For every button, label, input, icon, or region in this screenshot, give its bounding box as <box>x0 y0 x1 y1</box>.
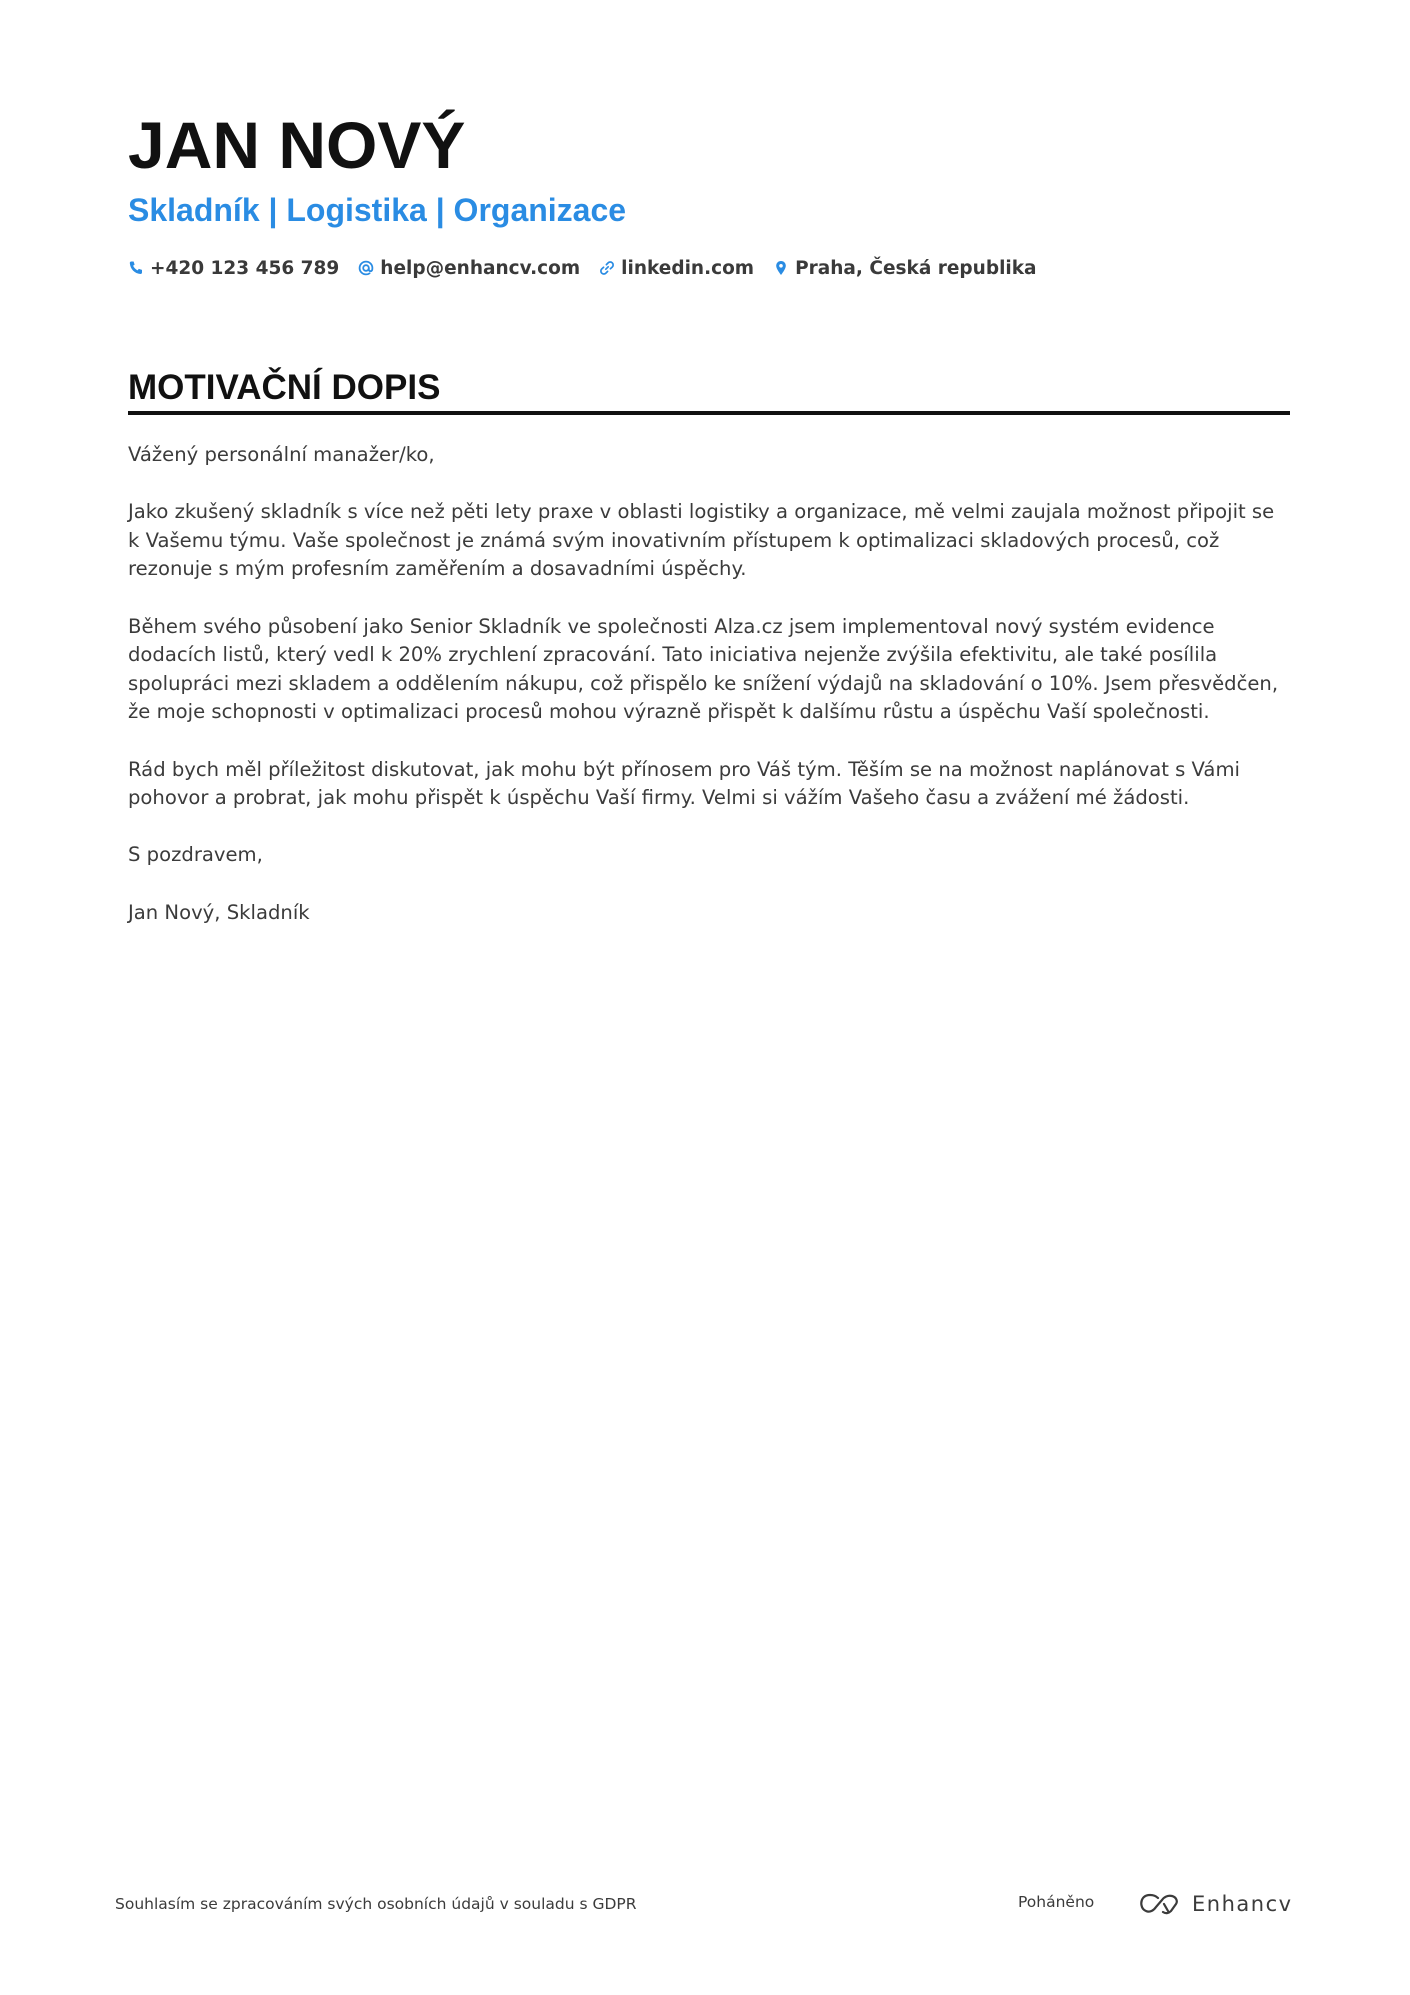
location-pin-icon <box>773 260 789 276</box>
candidate-subtitle: Skladník | Logistika | Organizace <box>128 192 627 228</box>
link-icon <box>599 260 615 276</box>
letter-signature: Jan Nový, Skladník <box>128 900 310 924</box>
powered-by-label: Poháněno <box>1018 1893 1095 1911</box>
contact-linkedin-text: linkedin.com <box>621 257 755 279</box>
enhancv-logo-text: Enhancv <box>1192 1892 1293 1916</box>
letter-body <box>128 441 1290 956</box>
contact-email-text: help@enhancv.com <box>380 257 581 279</box>
letter-paragraph-3: Rád bych měl příležitost diskutovat, jak mohu být přínosem pro Váš tým. Těším se na možnost naplánovat s Vámi pohovor a probrat, jak mohu přispět k úspěchu Vaší firmy. Velmi si vážím Vašeho času a zvážení mé žádosti. <box>128 757 1240 810</box>
contact-phone-text: +420 123 456 789 <box>150 257 340 279</box>
section-title: MOTIVAČNÍ DOPIS <box>128 368 441 407</box>
contact-phone[interactable] <box>128 258 339 279</box>
enhancv-logo-icon <box>1138 1892 1184 1916</box>
contact-bar <box>128 254 1037 282</box>
contact-linkedin[interactable] <box>599 258 754 279</box>
letter-paragraph-1: Jako zkušený skladník s více než pěti lety praxe v oblasti logistiky a organizace, mě velmi zaujala možnost připojit se k Vašemu týmu. Vaše společnost je známá svým inovativním přístupem k optimalizaci skladových procesů, což rezonuje s mým profesním zaměřením a dosavadními úspěchy. <box>128 500 1275 581</box>
letter-closing: S pozdravem, <box>128 843 263 867</box>
contact-email[interactable] <box>358 258 580 279</box>
phone-icon <box>128 260 144 276</box>
at-icon <box>358 260 374 276</box>
contact-location-text: Praha, Česká republika <box>795 257 1037 279</box>
candidate-name: JAN NOVÝ <box>128 108 466 182</box>
section-divider <box>128 411 1290 415</box>
enhancv-logo[interactable] <box>1138 1890 1293 1918</box>
letter-paragraph-2: Během svého působení jako Senior Skladník ve společnosti Alza.cz jsem implementoval nový systém evidence dodacích listů, který vedl k 20% zrychlení zpracování. Tato iniciativa nejenže zvýšila efektivitu, ale také posílila spolupráci mezi skladem a oddělením nákupu, což přispělo ke snížení výdajů na skladování o 10%. Jsem přesvědčen, že moje schopnosti v optimalizaci procesů mohou výrazně přispět k dalšímu růstu a úspěchu Vaší společnosti. <box>128 614 1279 724</box>
letter-greeting: Vážený personální manažer/ko, <box>128 443 435 466</box>
gdpr-consent: Souhlasím se zpracováním svých osobních údajů v souladu s GDPR <box>115 1895 637 1913</box>
contact-location <box>773 258 1036 279</box>
